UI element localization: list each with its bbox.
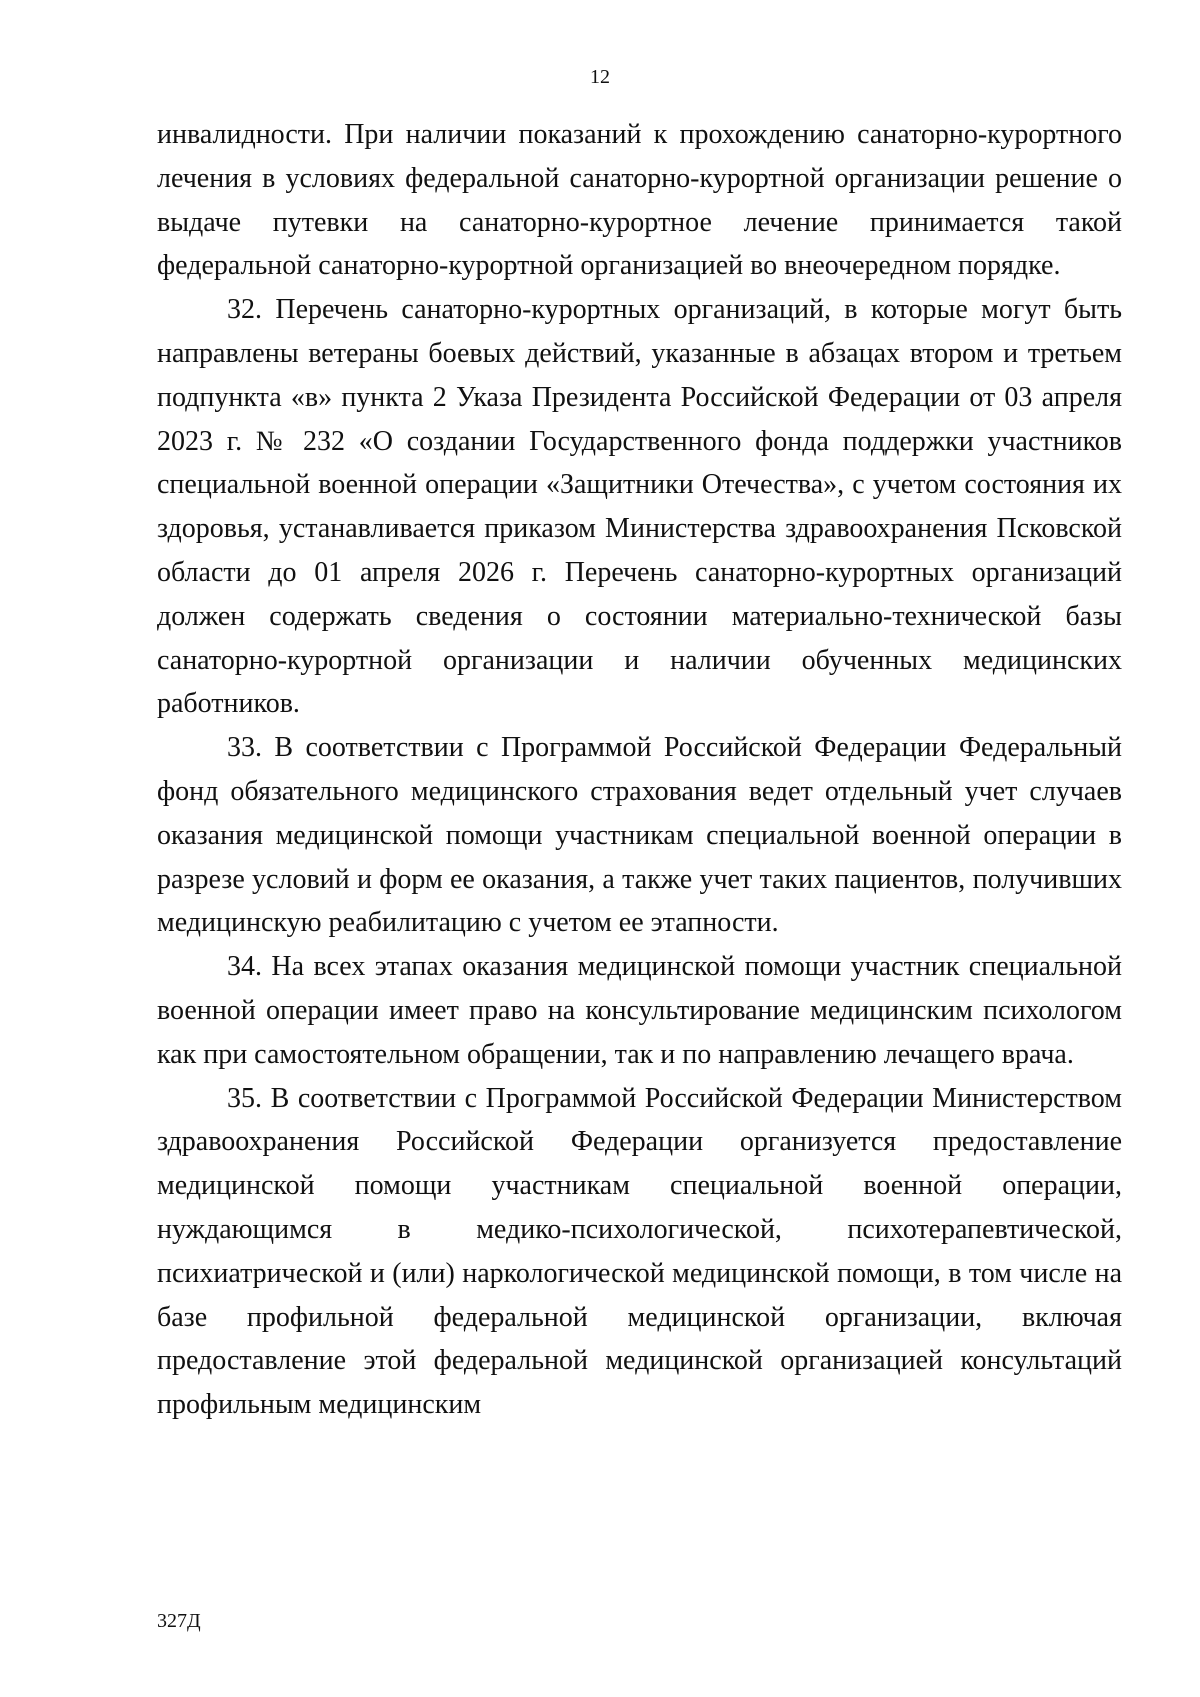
paragraph-item-35: 35. В соответствии с Программой Российской Федерации Министерством здравоохранения Российской Федерации организуется предоставление медицинской помощи участникам специальной военной операции, нуждающимся в медико-психологической, психотерапевтической, психиатрической и (или) наркологической медицинской помощи, в том числе на базе профильной федеральной медицинской организации, включая предоставление этой федеральной медицинской организацией консультаций профильным медицинским xyxy=(157,1082,1122,1421)
paragraph-item-32: 32. Перечень санаторно-курортных организаций, в которые могут быть направлены ветераны боевых действий, указанные в абзацах втором и третьем подпункта «в» пункта 2 Указа Президента Российской Федерации от 03 апреля 2023 г. № 232 «О создании Государственного фонда поддержки участников специальной военной операции «Защитники Отечества», с учетом состояния их здоровья, устанавливается приказом Министерства здравоохранения Псковской области до 01 апреля 2026 г. Перечень санаторно-курортных организаций должен содержать сведения о состоянии материально-технической базы санаторно-курортной организации и наличии обученных медицинских работников. xyxy=(157,294,1122,720)
paragraph-item-33: 33. В соответствии с Программой Российской Федерации Федеральный фонд обязательного медицинского страхования ведет отдельный учет случаев оказания медицинской помощи участникам специальной военной операции в разрезе условий и форм ее оказания, а также учет таких пациентов, получивших медицинскую реабилитацию с учетом ее этапности. xyxy=(157,732,1122,939)
paragraph-continuation: инвалидности. При наличии показаний к прохождению санаторно-курортного лечения в условиях федеральной санаторно-курортной организации решение о выдаче путевки на санаторно-курортное лечение принимается такой федеральной санаторно-курортной организацией во внеочередном порядке. xyxy=(157,119,1122,282)
document-footer-code: 327Д xyxy=(157,1610,201,1632)
page-number: 12 xyxy=(590,66,610,88)
document-body xyxy=(157,113,1122,1427)
paragraph-item-34: 34. На всех этапах оказания медицинской помощи участник специальной военной операции имеет право на консультирование медицинским психологом как при самостоятельном обращении, так и по направлению лечащего врача. xyxy=(157,951,1122,1070)
